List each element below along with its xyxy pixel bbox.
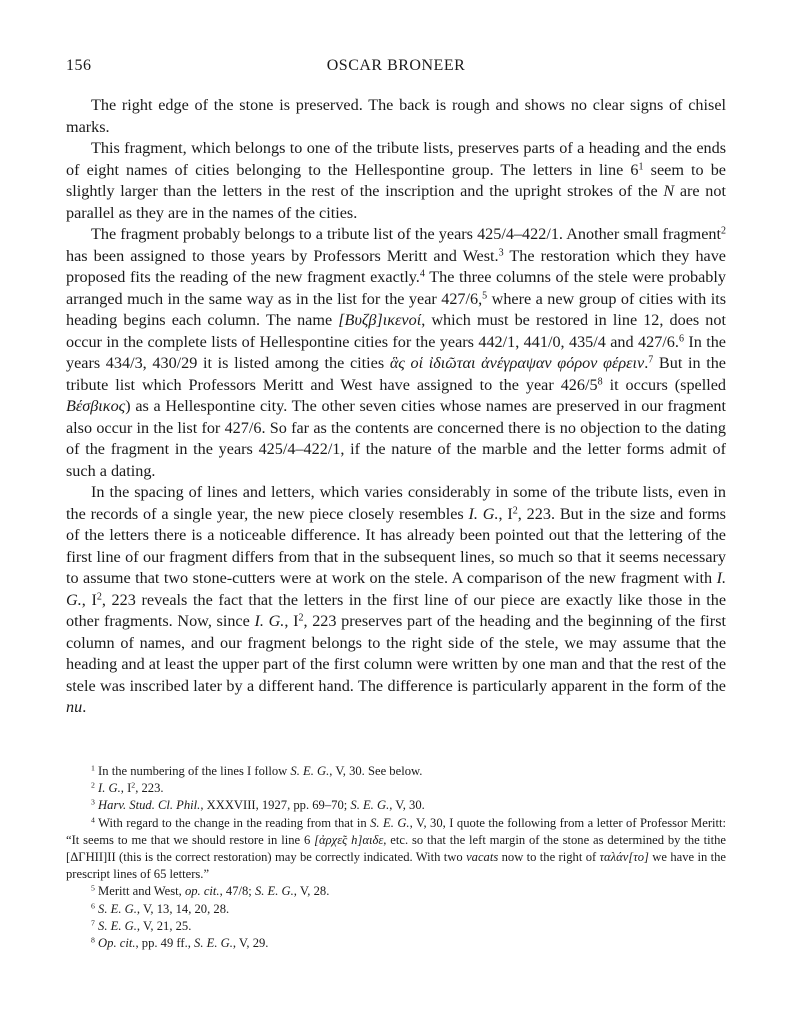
- footnote-6: $^6$ S. E. G., V, 13, 14, 20, 28.: [91, 901, 230, 916]
- body-text: [66, 95, 726, 719]
- footnote-5: $^5$ Meritt and West, op. cit., 47/8; S. E. G., V, 28.: [91, 884, 330, 899]
- paragraph-3: The fragment probably belongs to a tribute list of the years 425/4–422/1. Another small fragment$^2$ has been assigned to those years by Professors Meritt and West.$^3$ The restoration which they have proposed fits the reading of the new fragment exactly.$^4$ The three columns of the stele were probably arranged much in the same way as in the list for the year 427/6,$^5$ where a new group of cities with its heading begins each column. The name [Βυζβ]ικενοί, which must be restored in line 12, does not occur in the complete lists of Hellespontine cities for the years 442/1, 441/0, 435/4 and 427/6.$^6$ In the years 434/3, 430/29 it is listed among the cities ἃς οἱ ἰδιῶται ἀνέγραψαν φόρον φέρειν.$^7$ But in the tribute list which Professors Meritt and West have assigned to the year $426/5^8$ it occurs (spelled Βέσβικος) as a Hellespontine city. The other seven cities whose names are preserved in our fragment also occur in the list for 427/6. So far as the contents are concerned there is no objection to the dating of the fragment in the years 425/4–422/1, if the nature of the marble and the letter forms admit of such a dating.: [66, 225, 727, 480]
- running-head: OSCAR BRONEER: [326, 57, 466, 74]
- footnote-ref-7: 7: [648, 354, 654, 366]
- paragraph-1: The right edge of the stone is preserved. The back is rough and shows no clear signs of chisel marks.: [66, 96, 726, 136]
- letter-n: N: [663, 182, 675, 200]
- footnote-ref-4: 4: [419, 268, 425, 280]
- page-number: 156: [66, 57, 92, 74]
- footnote-ref-3: 3: [498, 246, 504, 258]
- paragraph-2: This fragment, which belongs to one of the tribute lists, preserves parts of a heading and the ends of eight names of cities belonging to the Hellespontine group. The letters in line $6^1$ seem to be slightly larger than the letters in the rest of the inscription and the upright strokes of the N are not parallel as they are in the names of the cities.: [66, 139, 726, 222]
- ig-ref: I. G.: [254, 612, 285, 630]
- greek-name: [Βυζβ]ικενοί: [338, 311, 422, 329]
- ig-ref: I. G.: [468, 504, 499, 523]
- footnote-ref-5: 5: [482, 289, 488, 301]
- nu-term: nu: [66, 698, 83, 716]
- greek-spelling: Βέσβικος: [66, 397, 126, 415]
- greek-phrase: ἃς οἱ ἰδιῶται ἀνέγραψαν φόρον φέρειν: [389, 354, 645, 372]
- footnote-3: $^3$ Harv. Stud. Cl. Phil., XXXVIII, 1927, pp. 69–70; S. E. G., V, 30.: [91, 798, 425, 813]
- paragraph-4: In the spacing of lines and letters, which varies considerably in some of the tribute lists, even in the records of a single year, the new piece closely resembles I. G., $I^2$, 223. But in the size and forms of the letters there is a noticeable difference. It has already been pointed out that the lettering of the first line of our fragment differs from that in the subsequent lines, so much so that it seems necessary to assume that two stone-cutters were at work on the stele. A comparison of the new fragment with I. G., $I^2$, 223 reveals the fact that the letters in the first line of our piece are exactly like those in the other fragments. Now, since I. G., $I^2$, 223 preserves part of the heading and the beginning of the first column of names, and our fragment belongs to the right side of the stele, we may assume that the heading and at least the upper part of the first column were written by one man and that the rest of the stele was inscribed later by a different hand. The difference is particularly apparent in the form of the nu.: [66, 483, 726, 716]
- footnote-4: $^4$ With regard to the change in the reading from that in S. E. G., V, 30, I quote the following from a letter of Professor Meritt: “It seems to me that we should restore in line 6 [ἀρχε̃ς h]αιδε, etc. so that the left margin of the stone as determined by the tithe [ΔΓΗΙΙ]ΙΙ (this is the correct restoration) may be correctly indicated. With two vacats now to the right of ταλάν[το] we have in the prescript lines of 65 letters.”: [66, 815, 727, 882]
- ig-ref: I. G.: [66, 569, 726, 609]
- footnote-2: $^2$ I. G., $I^2$, 223.: [91, 780, 164, 796]
- footnote-ref-8: 8: [597, 375, 603, 387]
- footnote-ref-1: 1: [638, 160, 644, 172]
- footnote-ref-6: 6: [678, 332, 684, 344]
- footnote-7: $^7$ S. E. G., V, 21, 25.: [91, 918, 192, 933]
- footnotes: [66, 763, 726, 952]
- page-header: [66, 57, 726, 81]
- footnote-8: $^8$ Op. cit., pp. 49 ff., S. E. G., V, 29.: [91, 935, 269, 951]
- tithe-notation: [ΔΓΗΙΙ]ΙΙ: [66, 850, 116, 865]
- footnote-1: $^1$ In the numbering of the lines I follow S. E. G., V, 30. See below.: [91, 763, 423, 778]
- footnote-ref-2: 2: [720, 225, 726, 237]
